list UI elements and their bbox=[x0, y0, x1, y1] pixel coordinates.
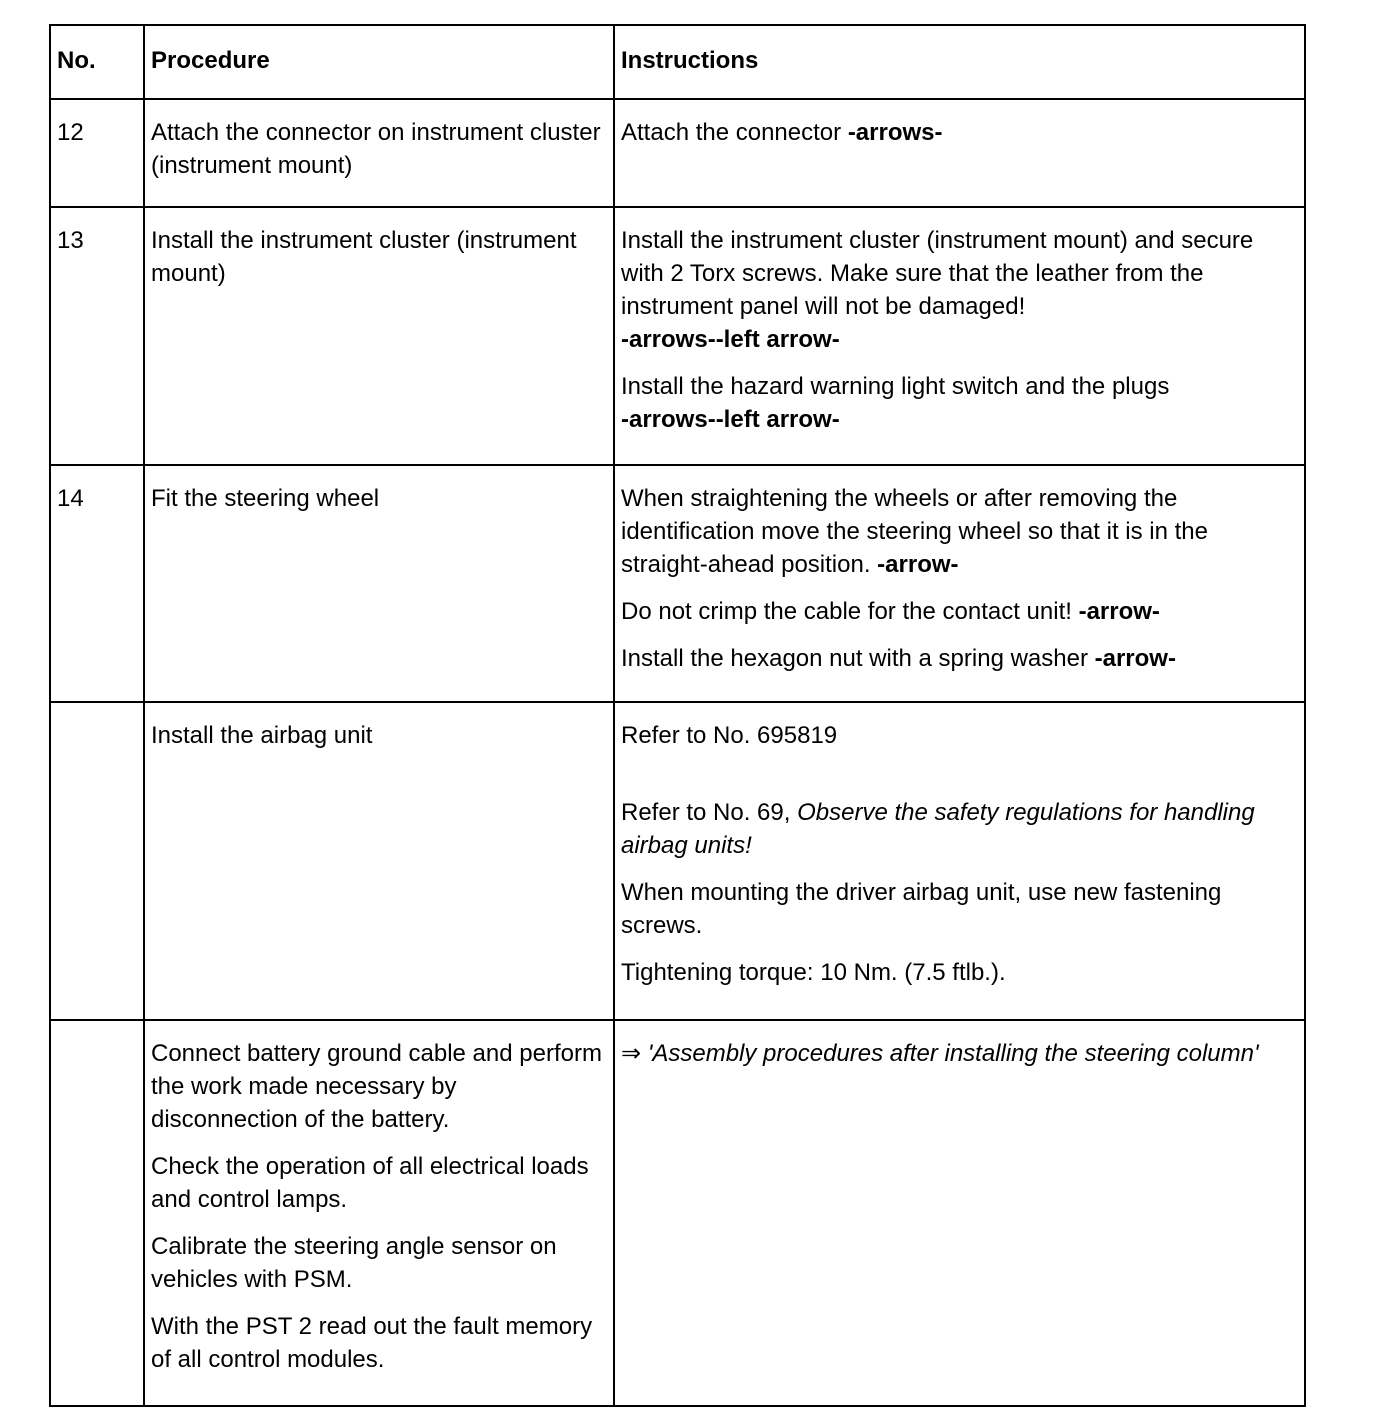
cross-reference-link[interactable]: ⇒ 'Assembly procedures after installing the steering column' bbox=[621, 1040, 1259, 1067]
instruction-text: Tightening torque: 10 Nm. (7.5 ftlb.). bbox=[621, 959, 1006, 986]
instruction-text: Install the hazard warning light switch and the plugs -arrows--left arrow- bbox=[621, 373, 1170, 433]
instructions-cell bbox=[614, 99, 1305, 207]
instruction-text: When straightening the wheels or after removing the identification move the steering wheel so that it is in the straight-ahead position. -arrow- bbox=[621, 485, 1208, 578]
step-number: 13 bbox=[50, 207, 144, 465]
table-row bbox=[50, 99, 1305, 207]
procedure-cell bbox=[144, 702, 614, 1020]
right-arrow-icon: ⇒ bbox=[621, 1040, 642, 1067]
instruction-text: Do not crimp the cable for the contact unit! -arrow- bbox=[621, 598, 1160, 625]
instructions-cell bbox=[614, 207, 1305, 465]
instructions-cell bbox=[614, 1020, 1305, 1406]
procedure-cell bbox=[144, 207, 614, 465]
table-row bbox=[50, 1020, 1305, 1406]
procedure-text: Attach the connector on instrument cluster (instrument mount) bbox=[151, 119, 601, 179]
instruction-text: Refer to No. 695819 bbox=[621, 722, 838, 749]
step-number bbox=[50, 1020, 144, 1406]
instruction-text: When mounting the driver airbag unit, use new fastening screws. bbox=[621, 879, 1222, 939]
procedure-text: Install the airbag unit bbox=[151, 722, 373, 749]
instructions-cell bbox=[614, 465, 1305, 702]
table-row bbox=[50, 702, 1305, 1020]
instruction-text: Install the instrument cluster (instrument mount) and secure with 2 Torx screws. Make sure that the leather from the instrument panel will not be damaged! -arrows--left arrow- bbox=[621, 227, 1254, 353]
header-procedure: Procedure bbox=[144, 25, 614, 99]
header-row bbox=[50, 25, 1305, 99]
header-no: No. bbox=[50, 25, 144, 99]
procedure-text: Check the operation of all electrical loads and control lamps. bbox=[151, 1153, 589, 1213]
header-instructions: Instructions bbox=[614, 25, 1305, 99]
procedure-cell bbox=[144, 99, 614, 207]
instruction-text: Refer to No. 69, Observe the safety regulations for handling airbag units! bbox=[621, 799, 1255, 859]
step-number bbox=[50, 702, 144, 1020]
procedure-text: With the PST 2 read out the fault memory of all control modules. bbox=[151, 1313, 593, 1373]
procedure-text: Install the instrument cluster (instrument mount) bbox=[151, 227, 577, 287]
table-row bbox=[50, 207, 1305, 465]
step-number: 12 bbox=[50, 99, 144, 207]
procedure-cell bbox=[144, 1020, 614, 1406]
table-row bbox=[50, 465, 1305, 702]
instructions-cell bbox=[614, 702, 1305, 1020]
step-number: 14 bbox=[50, 465, 144, 702]
procedure-table bbox=[49, 24, 1306, 1407]
procedure-cell bbox=[144, 465, 614, 702]
instruction-text: Install the hexagon nut with a spring washer -arrow- bbox=[621, 645, 1176, 672]
instruction-text: Attach the connector -arrows- bbox=[621, 119, 943, 146]
procedure-text: Calibrate the steering angle sensor on vehicles with PSM. bbox=[151, 1233, 557, 1293]
procedure-text: Fit the steering wheel bbox=[151, 485, 380, 512]
procedure-text: Connect battery ground cable and perform the work made necessary by disconnection of the battery. bbox=[151, 1040, 602, 1133]
